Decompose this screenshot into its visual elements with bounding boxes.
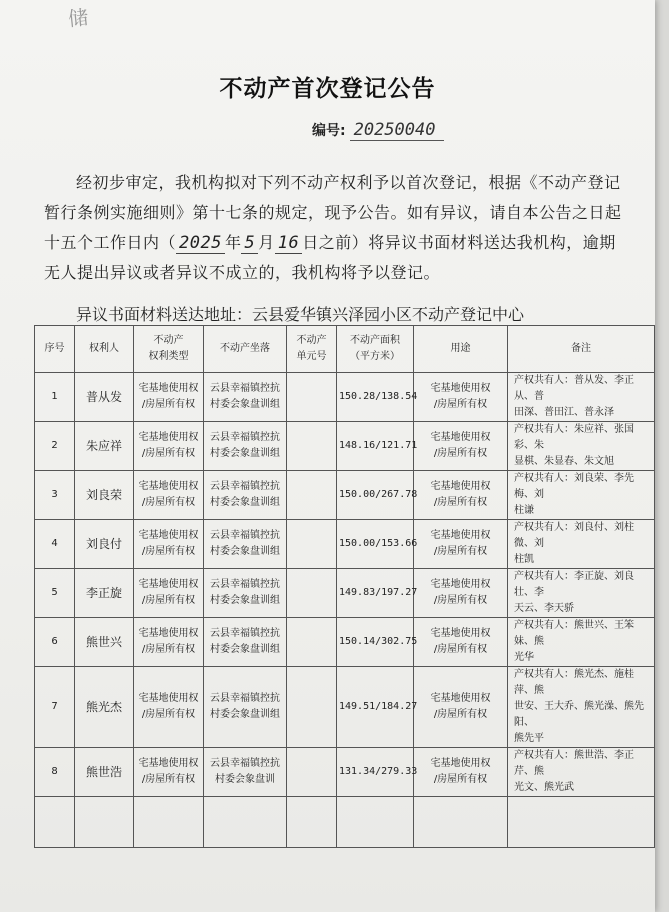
table-row-empty (35, 797, 655, 848)
cell-right-type: 宅基地使用权 /房屋所有权 (134, 667, 204, 748)
cell-right-type: 宅基地使用权 /房屋所有权 (134, 618, 204, 667)
cell-use: 宅基地使用权 /房屋所有权 (414, 667, 508, 748)
cell-empty (204, 797, 287, 848)
cell-area: 149.83/197.27 (337, 569, 414, 618)
cell-use: 宅基地使用权 /房屋所有权 (414, 748, 508, 797)
deadline-month: 5 (241, 233, 258, 254)
page-title: 不动产首次登记公告 (219, 76, 436, 102)
header-note: 备注 (508, 326, 655, 373)
serial-label: 编号: (312, 123, 346, 139)
header-area: 不动产面积 （平方米） (337, 326, 414, 373)
cell-owner: 熊世兴 (75, 618, 134, 667)
cell-unit-no (287, 373, 337, 422)
table-row (35, 569, 655, 618)
deadline-year: 2025 (176, 233, 225, 254)
cell-location: 云县幸福镇控抗 村委会象盘训组 (204, 373, 287, 422)
cell-owner: 朱应祥 (75, 422, 134, 471)
deadline-month-unit: 月 (258, 233, 275, 252)
cell-seq: 2 (35, 422, 75, 471)
cell-empty (134, 797, 204, 848)
cell-note: 产权共有人：熊世兴、王笨妹、熊 光华 (508, 618, 655, 667)
cell-empty (508, 797, 655, 848)
cell-unit-no (287, 569, 337, 618)
header-owner: 权利人 (75, 326, 134, 373)
cell-unit-no (287, 748, 337, 797)
cell-note: 产权共有人：李正旋、刘良壮、李 天云、李天骄 (508, 569, 655, 618)
cell-area: 150.14/302.75 (337, 618, 414, 667)
cell-area: 150.00/153.66 (337, 520, 414, 569)
cell-seq: 3 (35, 471, 75, 520)
cell-use: 宅基地使用权 /房屋所有权 (414, 520, 508, 569)
header-right-type: 不动产 权利类型 (134, 326, 204, 373)
cell-seq: 1 (35, 373, 75, 422)
cell-right-type: 宅基地使用权 /房屋所有权 (134, 373, 204, 422)
registration-table (34, 325, 655, 848)
cell-note: 产权共有人：刘良付、刘柱微、刘 柱凯 (508, 520, 655, 569)
cell-right-type: 宅基地使用权 /房屋所有权 (134, 422, 204, 471)
header-unit-no: 不动产 单元号 (287, 326, 337, 373)
cell-unit-no (287, 618, 337, 667)
header-location: 不动产坐落 (204, 326, 287, 373)
cell-owner: 李正旋 (75, 569, 134, 618)
cell-area: 131.34/279.33 (337, 748, 414, 797)
cell-note: 产权共有人：熊光杰、施桂萍、熊 世安、王大乔、熊光澡、熊先阳、 熊先平 (508, 667, 655, 748)
table-row (35, 471, 655, 520)
cell-area: 150.28/138.54 (337, 373, 414, 422)
cell-use: 宅基地使用权 /房屋所有权 (414, 569, 508, 618)
cell-note: 产权共有人：刘良荣、李先梅、刘 柱谦 (508, 471, 655, 520)
objection-address (76, 302, 524, 325)
notice-paragraph (44, 168, 624, 288)
cell-seq: 6 (35, 618, 75, 667)
table-body (35, 373, 655, 848)
cell-seq: 4 (35, 520, 75, 569)
cell-location: 云县幸福镇控抗 村委会象盘训组 (204, 569, 287, 618)
cell-owner: 普从发 (75, 373, 134, 422)
cell-empty (414, 797, 508, 848)
table-row (35, 422, 655, 471)
cell-note: 产权共有人：普从发、李正从、普 田深、普田江、普永泽 (508, 373, 655, 422)
cell-location: 云县幸福镇控抗 村委会象盘训组 (204, 422, 287, 471)
cell-owner: 熊世浩 (75, 748, 134, 797)
deadline-year-unit: 年 (224, 233, 242, 252)
serial-number (312, 120, 444, 140)
cell-unit-no (287, 422, 337, 471)
table-row (35, 667, 655, 748)
table-row (35, 520, 655, 569)
cell-owner: 熊光杰 (75, 667, 134, 748)
cell-use: 宅基地使用权 /房屋所有权 (414, 471, 508, 520)
cell-unit-no (287, 471, 337, 520)
cell-empty (75, 797, 134, 848)
cell-area: 150.00/267.78 (337, 471, 414, 520)
cell-location: 云县幸福镇控抗 村委会象盘训组 (204, 618, 287, 667)
cell-area: 148.16/121.71 (337, 422, 414, 471)
table-row (35, 748, 655, 797)
cell-use: 宅基地使用权 /房屋所有权 (414, 373, 508, 422)
deadline-day: 16 (275, 233, 302, 254)
cell-empty (35, 797, 75, 848)
cell-unit-no (287, 667, 337, 748)
cell-right-type: 宅基地使用权 /房屋所有权 (134, 569, 204, 618)
cell-empty (287, 797, 337, 848)
cell-right-type: 宅基地使用权 /房屋所有权 (134, 748, 204, 797)
table-header-row (35, 326, 655, 373)
cell-note: 产权共有人：朱应祥、张国彩、朱 显棋、朱显春、朱文旭 (508, 422, 655, 471)
cell-empty (337, 797, 414, 848)
cell-unit-no (287, 520, 337, 569)
cell-location: 云县幸福镇控抗 村委会象盘训 (204, 748, 287, 797)
cell-right-type: 宅基地使用权 /房屋所有权 (134, 471, 204, 520)
cell-right-type: 宅基地使用权 /房屋所有权 (134, 520, 204, 569)
header-use: 用途 (414, 326, 508, 373)
cell-owner: 刘良荣 (75, 471, 134, 520)
cell-owner: 刘良付 (75, 520, 134, 569)
notice-text-b: 日之前）将异议书面材料送达我机构，逾期无人提出异议或者异议不成立的，我机构将予以登记。 (44, 233, 616, 282)
address-label: 异议书面材料送达地址： (76, 305, 253, 324)
serial-value: 20250040 (350, 120, 444, 141)
address-value: 云县爱华镇兴泽园小区不动产登记中心 (252, 305, 525, 324)
cell-note: 产权共有人：熊世浩、李正芹、熊 光文、熊光武 (508, 748, 655, 797)
notice-text-a: 经初步审定，我机构拟对下列不动产权利予以首次登记，根据《不动产登记暂行条例实施细则》第十七条的规定，现予公告。如有异议，请自本公告之日起十五个工作日内（ (44, 173, 622, 252)
cell-seq: 7 (35, 667, 75, 748)
header-seq: 序号 (35, 326, 75, 373)
cell-seq: 8 (35, 748, 75, 797)
corner-handwritten-mark: 储 (66, 5, 90, 31)
cell-location: 云县幸福镇控抗 村委会象盘训组 (204, 471, 287, 520)
table-row (35, 373, 655, 422)
cell-seq: 5 (35, 569, 75, 618)
cell-use: 宅基地使用权 /房屋所有权 (414, 618, 508, 667)
cell-location: 云县幸福镇控抗 村委会象盘训组 (204, 667, 287, 748)
cell-use: 宅基地使用权 /房屋所有权 (414, 422, 508, 471)
cell-location: 云县幸福镇控抗 村委会象盘训组 (204, 520, 287, 569)
table-row (35, 618, 655, 667)
cell-area: 149.51/184.27 (337, 667, 414, 748)
